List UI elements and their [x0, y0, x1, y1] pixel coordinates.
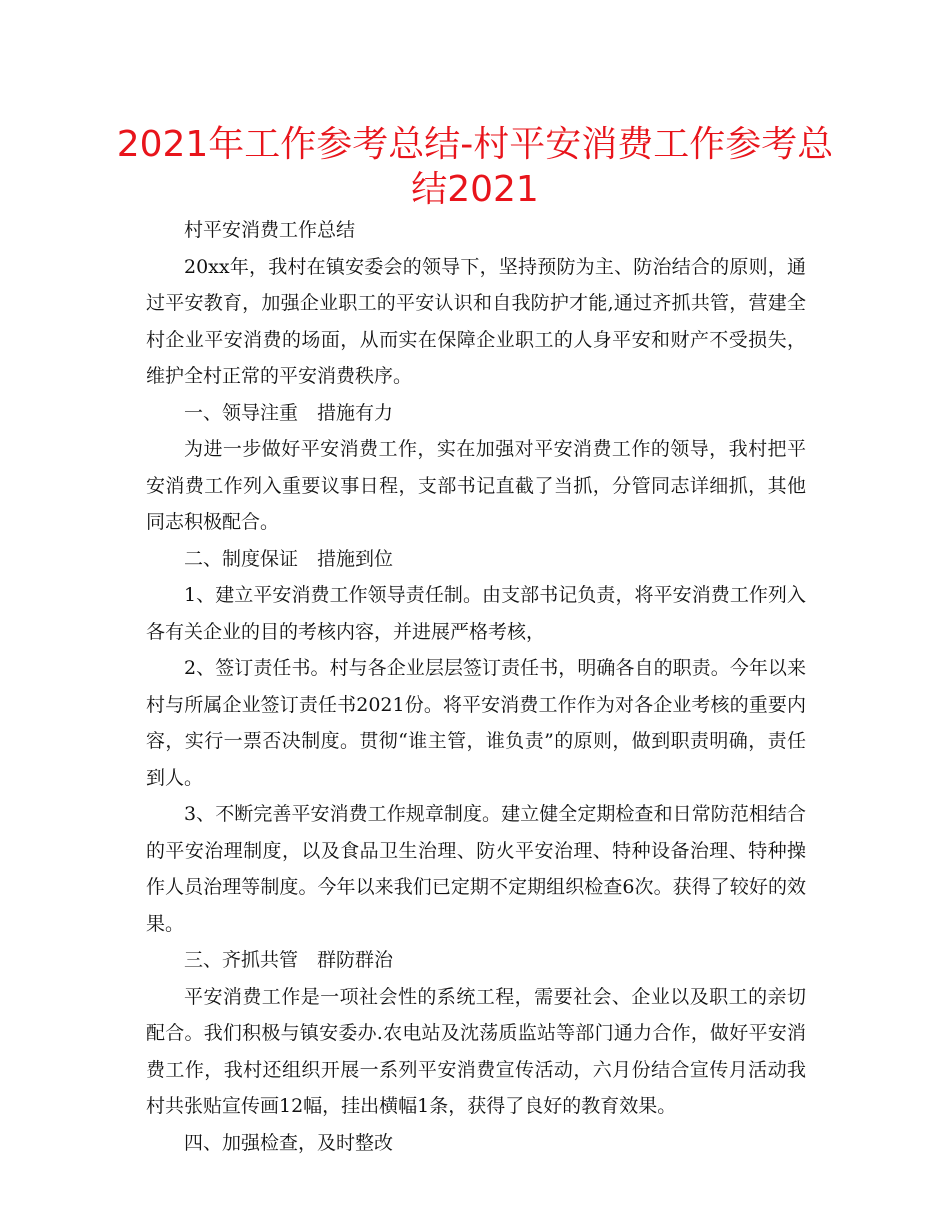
paragraph-subtitle: 村平安消费工作总结 [184, 219, 356, 241]
document-title: 2021年工作参考总结-村平安消费工作参考总结2021 [116, 124, 834, 210]
paragraph-intro: 20xx年，我村在镇安委会的领导下，坚持预防为主、防治结合的原则，通过平安教育，加强企业职工的平安认识和自我防护才能,通过齐抓共管，营建全村企业平安消费的场面，从而实在保障企业职工的人身平安和财产不受损失，维护全村正常的平安消费秩序。 [146, 255, 806, 387]
paragraph-item-3: 3、不断完善平安消费工作规章制度。建立健全定期检查和日常防范相结合的平安治理制度，以及食品卫生治理、防火平安治理、特种设备治理、特种操作人员治理等制度。今年以来我们已定期不定期组织检查6次。获得了较好的效果。 [146, 803, 806, 935]
section-heading-2: 二、制度保证 措施到位 [184, 547, 394, 570]
section-heading-3: 三、齐抓共管 群防群治 [184, 949, 394, 971]
section-heading-4: 四、加强检查，及时整改 [184, 1131, 394, 1154]
paragraph-item-2: 2、签订责任书。村与各企业层层签订责任书，明确各自的职责。今年以来村与所属企业签订责任书2021份。将平安消费工作作为对各企业考核的重要内容，实行一票否决制度。贯彻“谁主管，谁负责”的原则，做到职责明确，责任到人。 [146, 657, 806, 789]
paragraph-section-3: 平安消费工作是一项社会性的系统工程，需要社会、企业以及职工的亲切配合。我们积极与镇安委办.农电站及沈荡质监站等部门通力合作，做好平安消费工作，我村还组织开展一系列平安消费宣传活动，六月份结合宣传月活动我村共张贴宣传画12幅，挂出横幅1条，获得了良好的教育效果。 [146, 985, 806, 1117]
section-heading-1: 一、领导注重 措施有力 [184, 401, 394, 424]
document-body [146, 212, 806, 1161]
paragraph-section-1: 为进一步做好平安消费工作，实在加强对平安消费工作的领导，我村把平安消费工作列入重要议事日程，支部书记直截了当抓，分管同志详细抓，其他同志积极配合。 [146, 438, 806, 533]
paragraph-item-1: 1、建立平安消费工作领导责任制。由支部书记负责，将平安消费工作列入各有关企业的目的考核内容，并进展严格考核， [146, 584, 806, 643]
